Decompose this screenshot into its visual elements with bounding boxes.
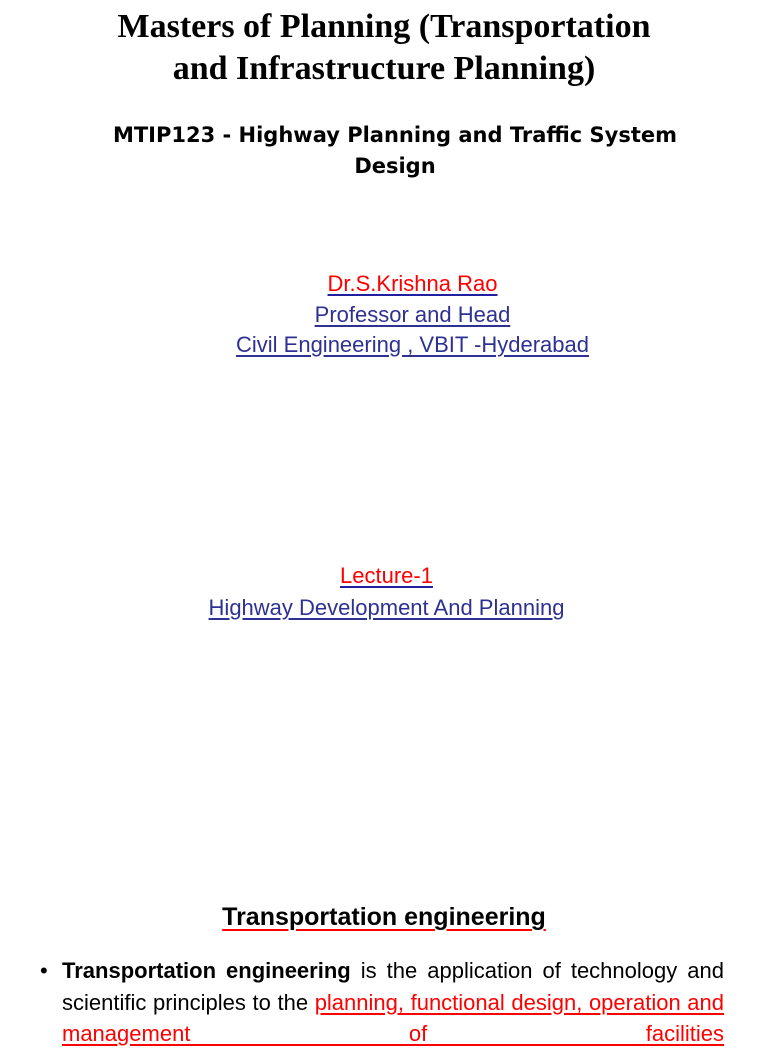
author-block xyxy=(0,269,768,361)
author-name-link[interactable]: Dr.S.Krishna Rao xyxy=(327,271,498,296)
program-title-line-2: and Infrastructure Planning) xyxy=(172,50,596,87)
bullet-bold-term: Transportation engineering xyxy=(62,958,351,983)
author-position-link[interactable]: Professor and Head xyxy=(314,301,511,327)
course-title xyxy=(0,120,768,182)
author-department-link[interactable]: Civil Engineering , VBIT -Hyderabad xyxy=(236,332,589,357)
lecture-label-link[interactable]: Lecture-1 xyxy=(340,563,433,588)
bullet-item xyxy=(40,955,724,1050)
lecture-topic-link[interactable]: Highway Development And Planning xyxy=(208,595,565,620)
lecture-block xyxy=(0,560,768,624)
bullet-body: is the application of technology and scientific principles to the xyxy=(62,958,724,1015)
section-heading-text: Transportation engineering xyxy=(222,903,546,931)
section-heading xyxy=(0,900,768,934)
slide-transportation-engineering xyxy=(0,880,768,1046)
bullet-icon: • xyxy=(40,958,48,983)
program-title xyxy=(0,6,768,90)
program-title-line-1: Masters of Planning (Transportation xyxy=(117,8,651,45)
bullet-text xyxy=(62,955,724,1050)
bullet-highlight-link[interactable]: planning, functional design, operation and management of facilities xyxy=(62,989,725,1046)
course-title-line-2: Design xyxy=(354,154,436,178)
course-title-line-1: MTIP123 - Highway Planning and Traffic System xyxy=(112,123,678,147)
